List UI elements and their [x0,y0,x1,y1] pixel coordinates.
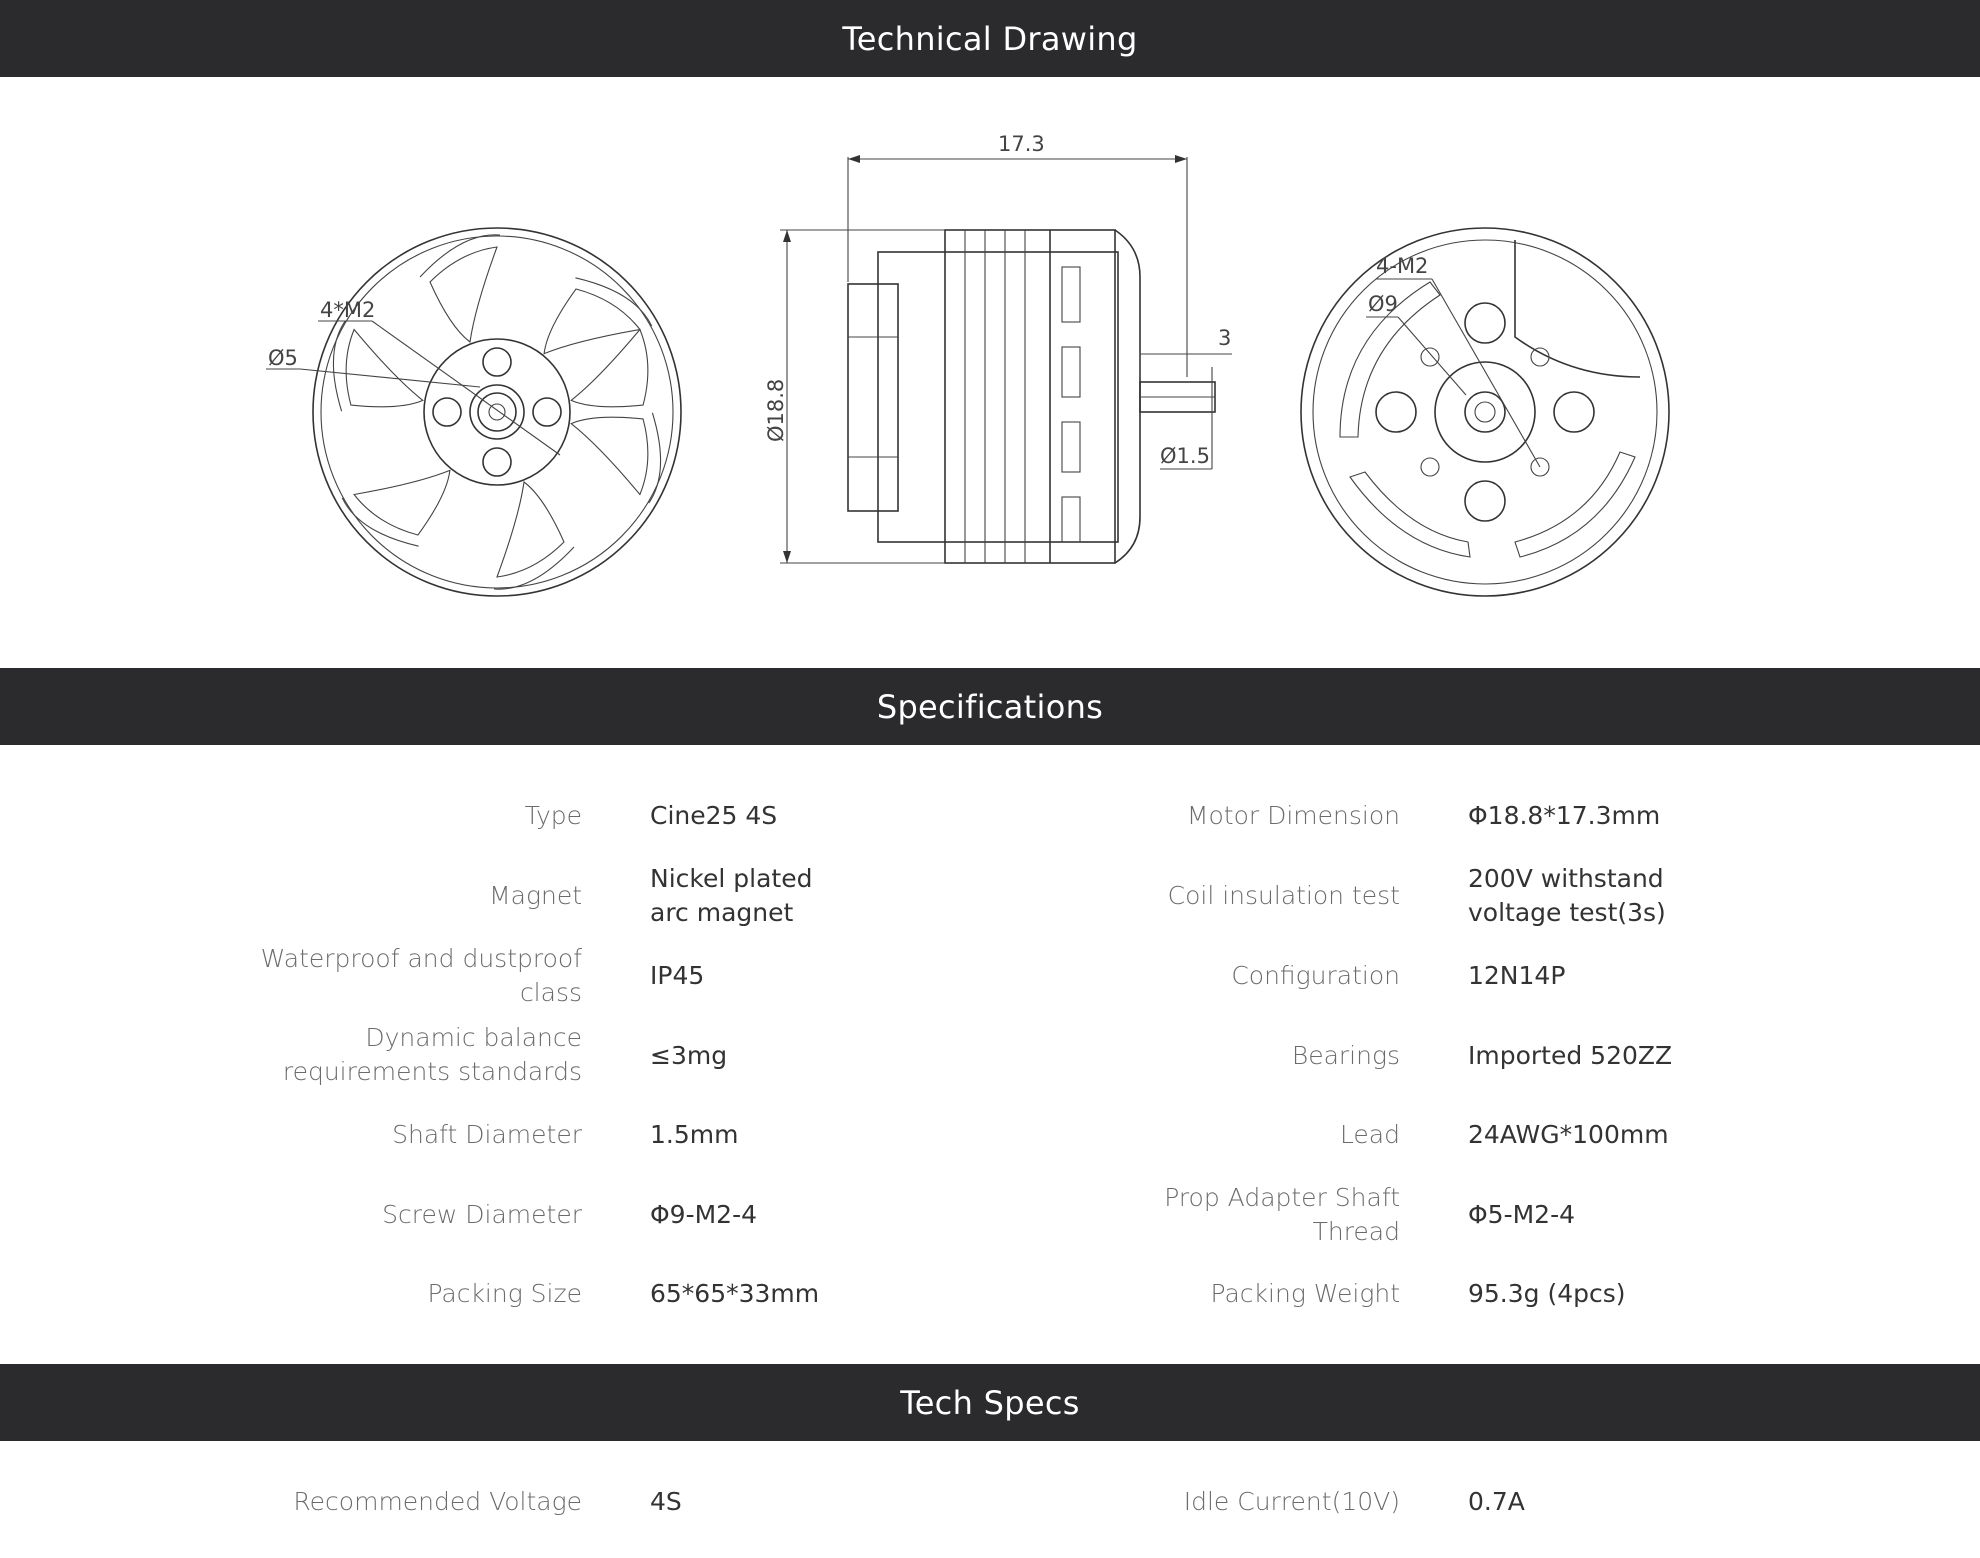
spec-label-bearings: Bearings [1291,1041,1400,1070]
spec-value-magnet: Nickel plated arc magnet [650,864,813,927]
spec-label-waterproof: Waterproof and dustproof class [260,944,582,1007]
side-view [764,132,1232,563]
front-screw-label: 4*M2 [320,298,376,322]
spec-value-motor-dimension: Φ18.8*17.3mm [1468,801,1661,830]
spec-label-shaft-diameter: Shaft Diameter [392,1120,582,1149]
spec-value-packing-size: 65*65*33mm [650,1279,820,1308]
tech-value-idle-current: 0.7A [1468,1487,1525,1516]
spec-value-coil-insulation: 200V withstand voltage test(3s) [1468,864,1666,927]
section-title: Technical Drawing [842,19,1138,58]
spec-label-packing-weight: Packing Weight [1210,1279,1400,1308]
tech-label-recommended-voltage: Recommended Voltage [293,1487,582,1516]
section-title: Tech Specs [900,1383,1080,1422]
spec-label-type: Type [524,801,582,830]
spec-value-packing-weight: 95.3g (4pcs) [1468,1279,1626,1308]
spec-value-prop-adapter: Φ5-M2-4 [1468,1200,1576,1229]
spec-label-dynamic-balance: Dynamic balance requirements standards [282,1023,582,1086]
technical-drawing [0,77,1980,668]
spec-label-prop-adapter: Prop Adapter Shaft Thread [1164,1183,1400,1246]
side-dia-label: Ø18.8 [764,378,788,442]
back-screw-label: 4-M2 [1376,254,1429,278]
spec-value-screw-diameter: Φ9-M2-4 [650,1200,758,1229]
spec-value-waterproof: IP45 [650,961,705,990]
motor-drawing-svg [0,77,1980,668]
spec-label-motor-dimension: Motor Dimension [1186,801,1400,830]
spec-value-dynamic-balance: ≤3mg [650,1041,728,1070]
tech-label-idle-current: Idle Current(10V) [1183,1487,1400,1516]
spec-label-screw-diameter: Screw Diameter [382,1200,582,1229]
spec-label-coil-insulation: Coil insulation test [1167,881,1400,910]
section-header-tech-specs [0,1364,1980,1441]
spec-value-bearings: Imported 520ZZ [1468,1041,1673,1070]
section-title: Specifications [876,687,1104,726]
side-length-label: 17.3 [998,132,1045,156]
spec-value-lead: 24AWG*100mm [1468,1120,1669,1149]
section-header-specifications [0,668,1980,745]
spec-label-magnet: Magnet [489,881,582,910]
spec-label-configuration: Configuration [1231,961,1400,990]
back-view [1301,228,1669,596]
spec-value-type: Cine25 4S [650,801,778,830]
section-header-technical-drawing [0,0,1980,77]
back-dia-label: Ø9 [1368,292,1398,316]
front-view [266,228,689,596]
side-shaft-len-label: 3 [1218,326,1232,350]
spec-label-lead: Lead [1339,1120,1400,1149]
spec-value-configuration: 12N14P [1468,961,1566,990]
side-shaft-dia-label: Ø1.5 [1160,444,1210,468]
front-dia-label: Ø5 [268,346,298,370]
spec-label-packing-size: Packing Size [427,1279,582,1308]
tech-value-recommended-voltage: 4S [650,1487,682,1516]
spec-value-shaft-diameter: 1.5mm [650,1120,739,1149]
